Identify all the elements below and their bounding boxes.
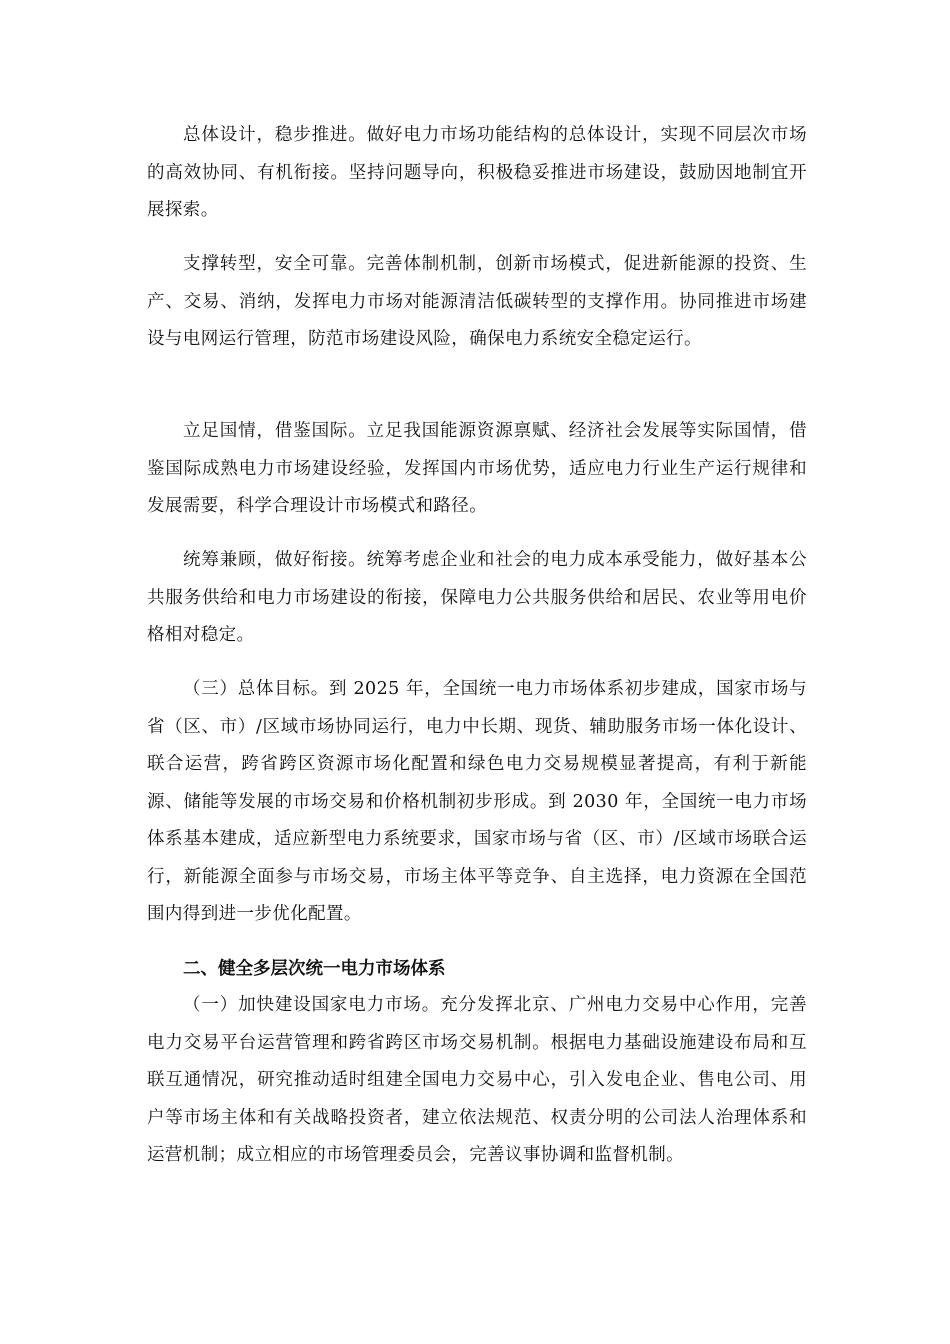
section-heading: 二、健全多层次统一电力市场体系 — [183, 959, 446, 979]
paragraph-coordination: 统筹兼顾，做好衔接。统筹考虑企业和社会的电力成本承受能力，做好基本公共服务供给和电力市场建设的衔接，保障电力公共服务供给和居民、农业等用电价格相对稳定。 — [147, 550, 807, 645]
paragraph-overall-goals: （三）总体目标。到 2025 年，全国统一电力市场体系初步建成，国家市场与省（区、市）/区域市场协同运行，电力中长期、现货、辅助服务市场一体化设计、联合运营，跨省跨区资源市场化配置和绿色电力交易规模显著提高，有利于新能源、储能等发展的市场交易和价格机制初步形成。到 2030 年，全国统一电力市场体系基本建成，适应新型电力系统要求，国家市场与省（区、市）/区域市场联合运行，新能源全面参与市场交易，市场主体平等竞争、自主选择，电力资源在全国范围内得到进一步优化配置。 — [147, 679, 807, 924]
paragraph-national-conditions: 立足国情，借鉴国际。立足我国能源资源禀赋、经济社会发展等实际国情，借鉴国际成熟电力市场建设经验，发挥国内市场优势，适应电力行业生产运行规律和发展需要，科学合理设计市场模式和路径。 — [147, 421, 807, 516]
paragraph-overall-design: 总体设计，稳步推进。做好电力市场功能结构的总体设计，实现不同层次市场的高效协同、有机衔接。坚持问题导向，积极稳妥推进市场建设，鼓励因地制宜开展探索。 — [147, 125, 807, 220]
paragraph-national-market: （一）加快建设国家电力市场。充分发挥北京、广州电力交易中心作用，完善电力交易平台运营管理和跨省跨区市场交易机制。根据电力基础设施建设布局和互联互通情况，研究推动适时组建全国电力交易中心，引入发电企业、售电公司、用户等市场主体和有关战略投资者，建立依法规范、权责分明的公司法人治理体系和运营机制；成立相应的市场管理委员会，完善议事协调和监督机制。 — [147, 995, 807, 1165]
paragraph-support-transformation: 支撑转型，安全可靠。完善体制机制，创新市场模式，促进新能源的投资、生产、交易、消纳，发挥电力市场对能源清洁低碳转型的支撑作用。协同推进市场建设与电网运行管理，防范市场建设风险，确保电力系统安全稳定运行。 — [147, 254, 807, 349]
